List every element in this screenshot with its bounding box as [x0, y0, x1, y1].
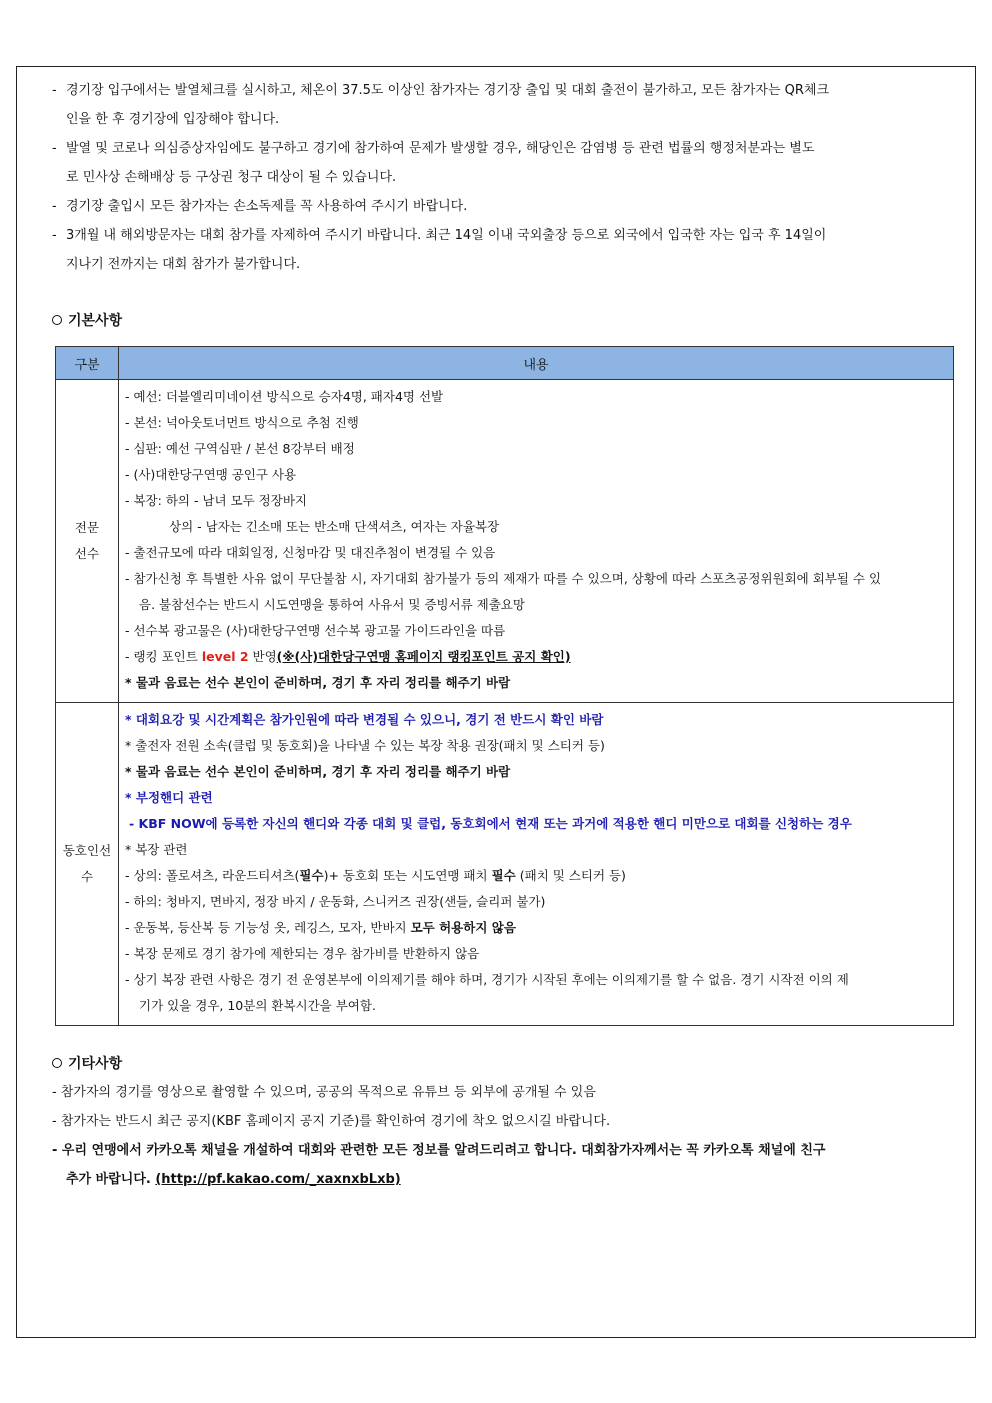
section-heading-basic: 기본사항 — [52, 310, 122, 330]
list-item: 상의 - 남자는 긴소매 또는 반소매 단색셔츠, 여자는 자율복장 — [169, 519, 500, 534]
table-header-row — [56, 347, 954, 380]
handicap-title: * 부정핸디 관련 — [125, 790, 213, 805]
note-video: - 참가자의 경기를 영상으로 촬영할 수 있으며, 공공의 목적으로 유튜브 등 외부에 공개될 수 있음 — [52, 1085, 596, 1100]
notice-item-cont: 지나기 전까지는 대회 참가가 불가합니다. — [66, 257, 301, 272]
list-item: - 복장: 하의 - 남녀 모두 정장바지 — [125, 493, 307, 508]
dress-refund: - 복장 문제로 경기 참가에 제한되는 경우 참가비를 반환하지 않음 — [125, 946, 480, 961]
ranking-notice-link: (※(사)대한당구연맹 홈페이지 랭킹포인트 공지 확인) — [276, 649, 571, 664]
kakao-channel-link[interactable]: (http://pf.kakao.com/_xaxnxbLxb) — [155, 1172, 401, 1187]
content-pro — [119, 380, 954, 703]
water-note: * 물과 음료는 선수 본인이 준비하며, 경기 후 자리 정리를 해주기 바람 — [125, 764, 511, 779]
basic-info-table — [55, 346, 954, 1026]
list-item: - 본선: 넉아웃토너먼트 방식으로 추첨 진행 — [125, 415, 359, 430]
table-row-pro — [56, 380, 954, 703]
other-notes-list — [52, 1078, 962, 1194]
handicap-detail: - KBF NOW에 등록한 자신의 핸디와 각종 대회 및 클럽, 동호회에서 현재 또는 과거에 적용한 핸디 미만으로 대회를 신청하는 경우 — [129, 816, 852, 831]
dress-objection: - 상기 복장 관련 사항은 경기 전 운영본부에 이의제기를 해야 하며, 경기가 시작된 후에는 이의제기를 할 수 없음. 경기 시작전 이의 제 — [125, 972, 849, 987]
dress-top: - 상의: 폴로셔츠, 라운드티셔츠(필수)+ 동호회 또는 시도연맹 패치 필수 (패치 및 스티커 등) — [125, 868, 626, 883]
list-item: - 출전규모에 따라 대회일정, 신청마감 및 대진추첨이 변경될 수 있음 — [125, 545, 496, 560]
notice-item: - 발열 및 코로나 의심증상자임에도 불구하고 경기에 참가하여 문제가 발생할 경우, 해당인은 감염병 등 관련 법률의 행정처분과는 별도 — [52, 141, 815, 156]
list-item: - 선수복 광고물은 (사)대한당구연맹 선수복 광고물 가이드라인을 따름 — [125, 623, 506, 638]
water-note: * 물과 음료는 선수 본인이 준비하며, 경기 후 자리 정리를 해주기 바람 — [125, 675, 511, 690]
notice-item-cont: 인을 한 후 경기장에 입장해야 합니다. — [66, 112, 280, 127]
note-kakao: - 우리 연맹에서 카카오톡 채널을 개설하여 대회와 관련한 모든 정보를 알려드리려고 합니다. 대회참가자께서는 꼭 카카오톡 채널에 친구 — [52, 1143, 826, 1158]
note-kakao-cont: 추가 바랍니다. (http://pf.kakao.com/_xaxnxbLxb) — [66, 1172, 401, 1187]
dress-objection-cont: 기가 있을 경우, 10분의 환복시간을 부여함. — [139, 998, 376, 1013]
notice-item: - 3개월 내 해외방문자는 대회 참가를 자제하여 주시기 바랍니다. 최근 14일 이내 국외출장 등으로 외국에서 입국한 자는 입국 후 14일이 — [52, 228, 827, 243]
category-club: 동호인선 수 — [56, 703, 119, 1026]
uniform-recommendation: * 출전자 전원 소속(클럽 및 동호회)을 나타낼 수 있는 복장 착용 권장(패치 및 스티커 등) — [125, 738, 605, 753]
list-item: 음. 불참선수는 반드시 시도연맹을 통하여 사유서 및 증빙서류 제출요망 — [139, 597, 525, 612]
header-content: 내용 — [119, 347, 954, 380]
table-row-club — [56, 703, 954, 1026]
category-pro: 전문 선수 — [56, 380, 119, 703]
section-heading-other: 기타사항 — [52, 1053, 122, 1073]
note-notice: - 참가자는 반드시 최근 공지(KBF 홈페이지 공지 기준)를 확인하여 경기에 착오 없으시길 바랍니다. — [52, 1114, 611, 1129]
ranking-level: level 2 — [201, 649, 249, 664]
notice-item-cont: 로 민사상 손해배상 등 구상권 청구 대상이 될 수 있습니다. — [66, 170, 397, 185]
circle-bullet-icon — [52, 1058, 62, 1068]
list-item: - (사)대한당구연맹 공인구 사용 — [125, 467, 297, 482]
circle-bullet-icon — [52, 315, 62, 325]
header-category: 구분 — [56, 347, 119, 380]
notice-item: - 경기장 입구에서는 발열체크를 실시하고, 체온이 37.5도 이상인 참가자는 경기장 출입 및 대회 출전이 불가하고, 모든 참가자는 QR체크 — [52, 83, 830, 98]
ranking-point-item: - 랭킹 포인트 level 2 반영(※(사)대한당구연맹 홈페이지 랭킹포인트 공지 확인) — [125, 649, 571, 664]
list-item: - 심판: 예선 구역심판 / 본선 8강부터 배정 — [125, 441, 355, 456]
notice-item: - 경기장 출입시 모든 참가자는 손소독제를 꼭 사용하여 주시기 바랍니다. — [52, 199, 468, 214]
list-item: - 예선: 더블엘리미네이션 방식으로 승자4명, 패자4명 선발 — [125, 389, 444, 404]
dress-bottom: - 하의: 청바지, 면바지, 정장 바지 / 운동화, 스니커즈 권장(샌들, 슬리퍼 불가) — [125, 894, 546, 909]
dress-sports: - 운동복, 등산복 등 기능성 옷, 레깅스, 모자, 반바지 모두 허용하지 않음 — [125, 920, 516, 935]
dress-title: * 복장 관련 — [125, 842, 188, 857]
covid-notice-list — [52, 76, 962, 279]
list-item: - 참가신청 후 특별한 사유 없이 무단불참 시, 자기대회 참가불가 등의 제재가 따를 수 있으며, 상황에 따라 스포츠공정위원회에 회부될 수 있 — [125, 571, 882, 586]
content-club — [119, 703, 954, 1026]
schedule-note: * 대회요강 및 시간계획은 참가인원에 따라 변경될 수 있으니, 경기 전 반드시 확인 바람 — [125, 712, 604, 727]
